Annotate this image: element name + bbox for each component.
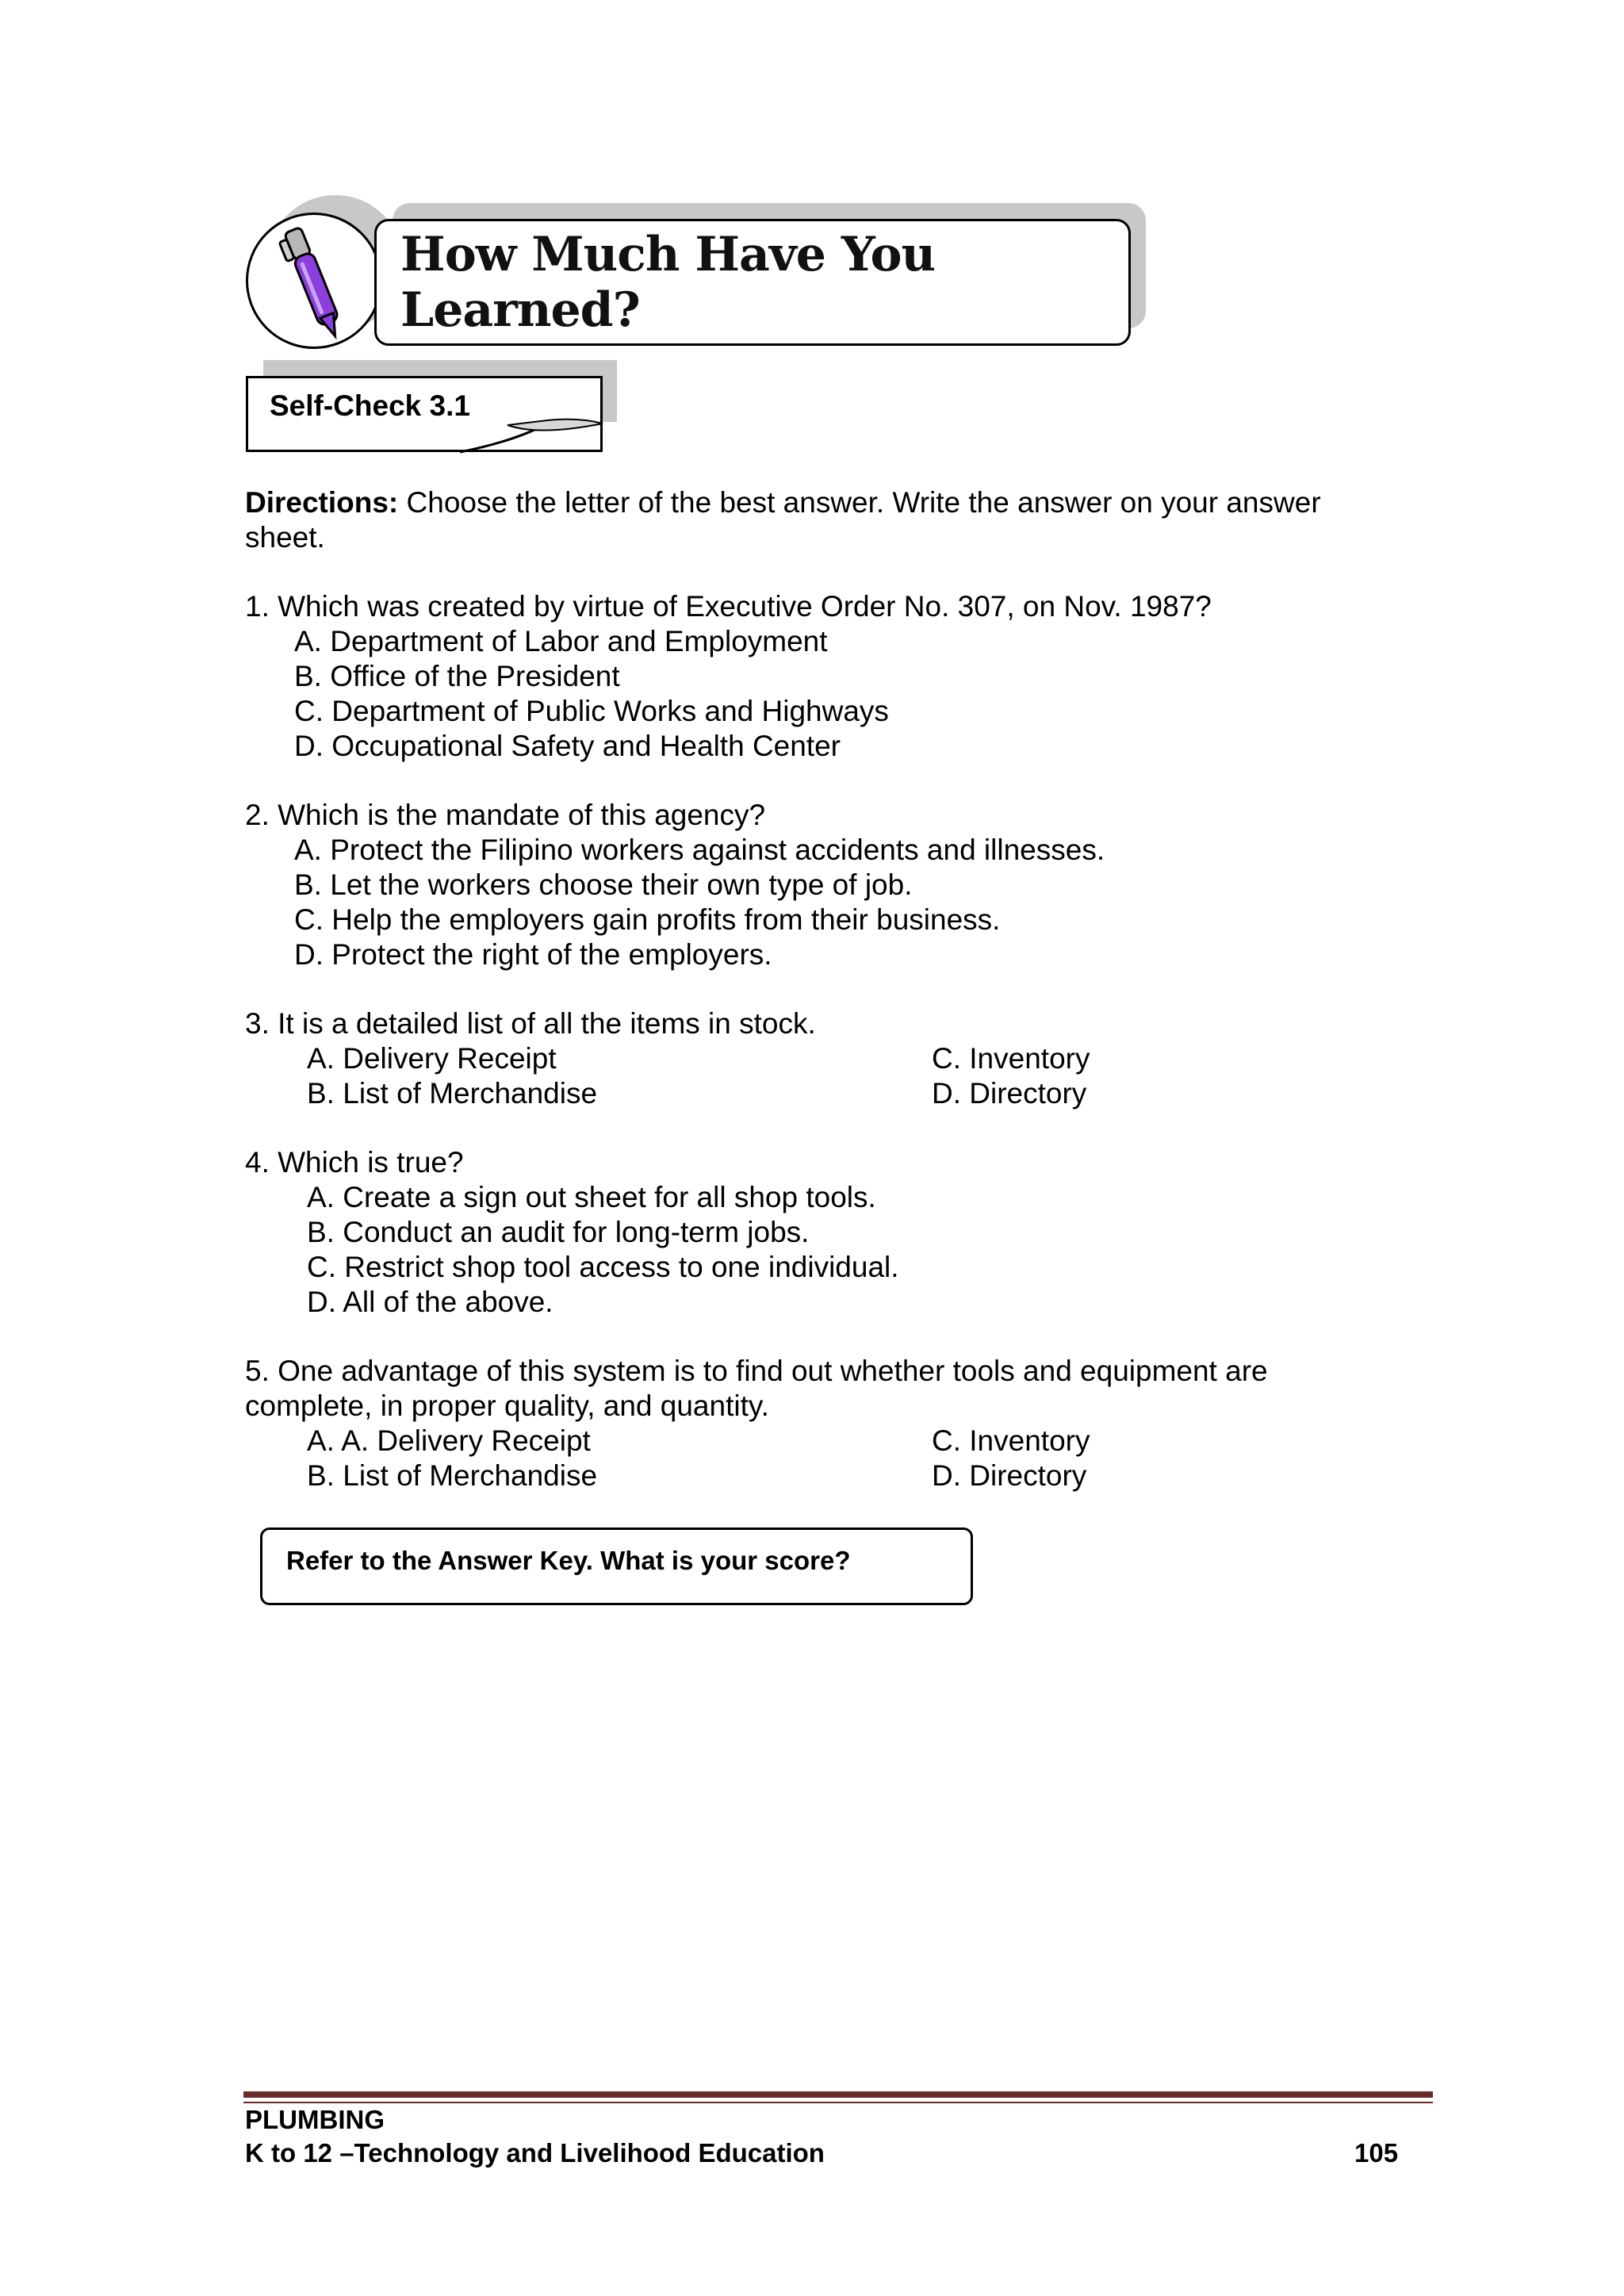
option-c: C. Restrict shop tool access to one individual.	[307, 1251, 899, 1283]
directions	[245, 485, 1371, 555]
page-title: How Much Have You Learned?	[400, 227, 936, 338]
option-list	[245, 1180, 1395, 1320]
question-stem: 5. One advantage of this system is to find out whether tools and equipment are complete, in proper quality, and quantity.	[245, 1355, 1268, 1422]
option-b: B. List of Merchandise	[307, 1459, 598, 1492]
question-stem: 1. Which was created by virtue of Executive Order No. 307, on Nov. 1987?	[245, 590, 1212, 623]
option-b: B. Conduct an audit for long-term jobs.	[307, 1216, 810, 1248]
question-stem: 3. It is a detailed list of all the items in stock.	[245, 1007, 816, 1040]
question-4	[245, 1145, 1395, 1320]
footer-rule-thin	[243, 2102, 1433, 2103]
score-prompt: Refer to the Answer Key. What is your score?	[286, 1546, 851, 1575]
question-stem: 4. Which is true?	[245, 1146, 464, 1179]
option-d: D. Directory	[932, 1077, 1087, 1110]
option-b: B. List of Merchandise	[307, 1077, 598, 1110]
option-c: C. Inventory	[932, 1042, 1090, 1075]
option-list	[245, 833, 1395, 972]
footer-course: K to 12 –Technology and Livelihood Education	[245, 2138, 825, 2168]
page-number: 105	[1354, 2138, 1399, 2168]
option-b: B. Let the workers choose their own type of job.	[294, 868, 913, 901]
header-icon-circle	[246, 213, 382, 349]
question-5	[245, 1354, 1395, 1493]
option-d: D. All of the above.	[307, 1286, 553, 1318]
header-title-box	[374, 219, 1131, 346]
directions-lead: Directions:	[245, 486, 399, 519]
question-stem: 2. Which is the mandate of this agency?	[245, 799, 766, 831]
score-prompt-box	[260, 1527, 973, 1605]
pen-icon	[270, 224, 358, 343]
option-c: C. Help the employers gain profits from their business.	[294, 903, 1001, 936]
option-grid	[245, 1041, 1395, 1111]
option-grid	[245, 1424, 1395, 1493]
option-a: A. A. Delivery Receipt	[307, 1424, 591, 1457]
self-check-content	[245, 485, 1395, 1527]
option-a: A. Delivery Receipt	[307, 1042, 557, 1075]
option-a: A. Create a sign out sheet for all shop tools.	[307, 1181, 876, 1213]
footer-rule	[243, 2091, 1433, 2098]
option-d: D. Occupational Safety and Health Center	[294, 730, 841, 762]
option-a: A. Protect the Filipino workers against accidents and illnesses.	[294, 834, 1105, 866]
question-1	[245, 589, 1395, 764]
self-check-label: Self-Check 3.1	[270, 389, 470, 422]
question-3	[245, 1006, 1395, 1111]
footer-subject: PLUMBING	[245, 2105, 385, 2134]
option-list	[245, 624, 1395, 764]
question-2	[245, 798, 1395, 972]
option-c: C. Department of Public Works and Highways	[294, 695, 889, 727]
directions-text: Choose the letter of the best answer. Write the answer on your answer sheet.	[245, 486, 1321, 554]
option-d: D. Protect the right of the employers.	[294, 938, 772, 971]
page-curl-decoration	[460, 409, 606, 454]
option-b: B. Office of the President	[294, 660, 620, 692]
option-c: C. Inventory	[932, 1424, 1090, 1457]
option-a: A. Department of Labor and Employment	[294, 625, 828, 657]
option-d: D. Directory	[932, 1459, 1087, 1492]
